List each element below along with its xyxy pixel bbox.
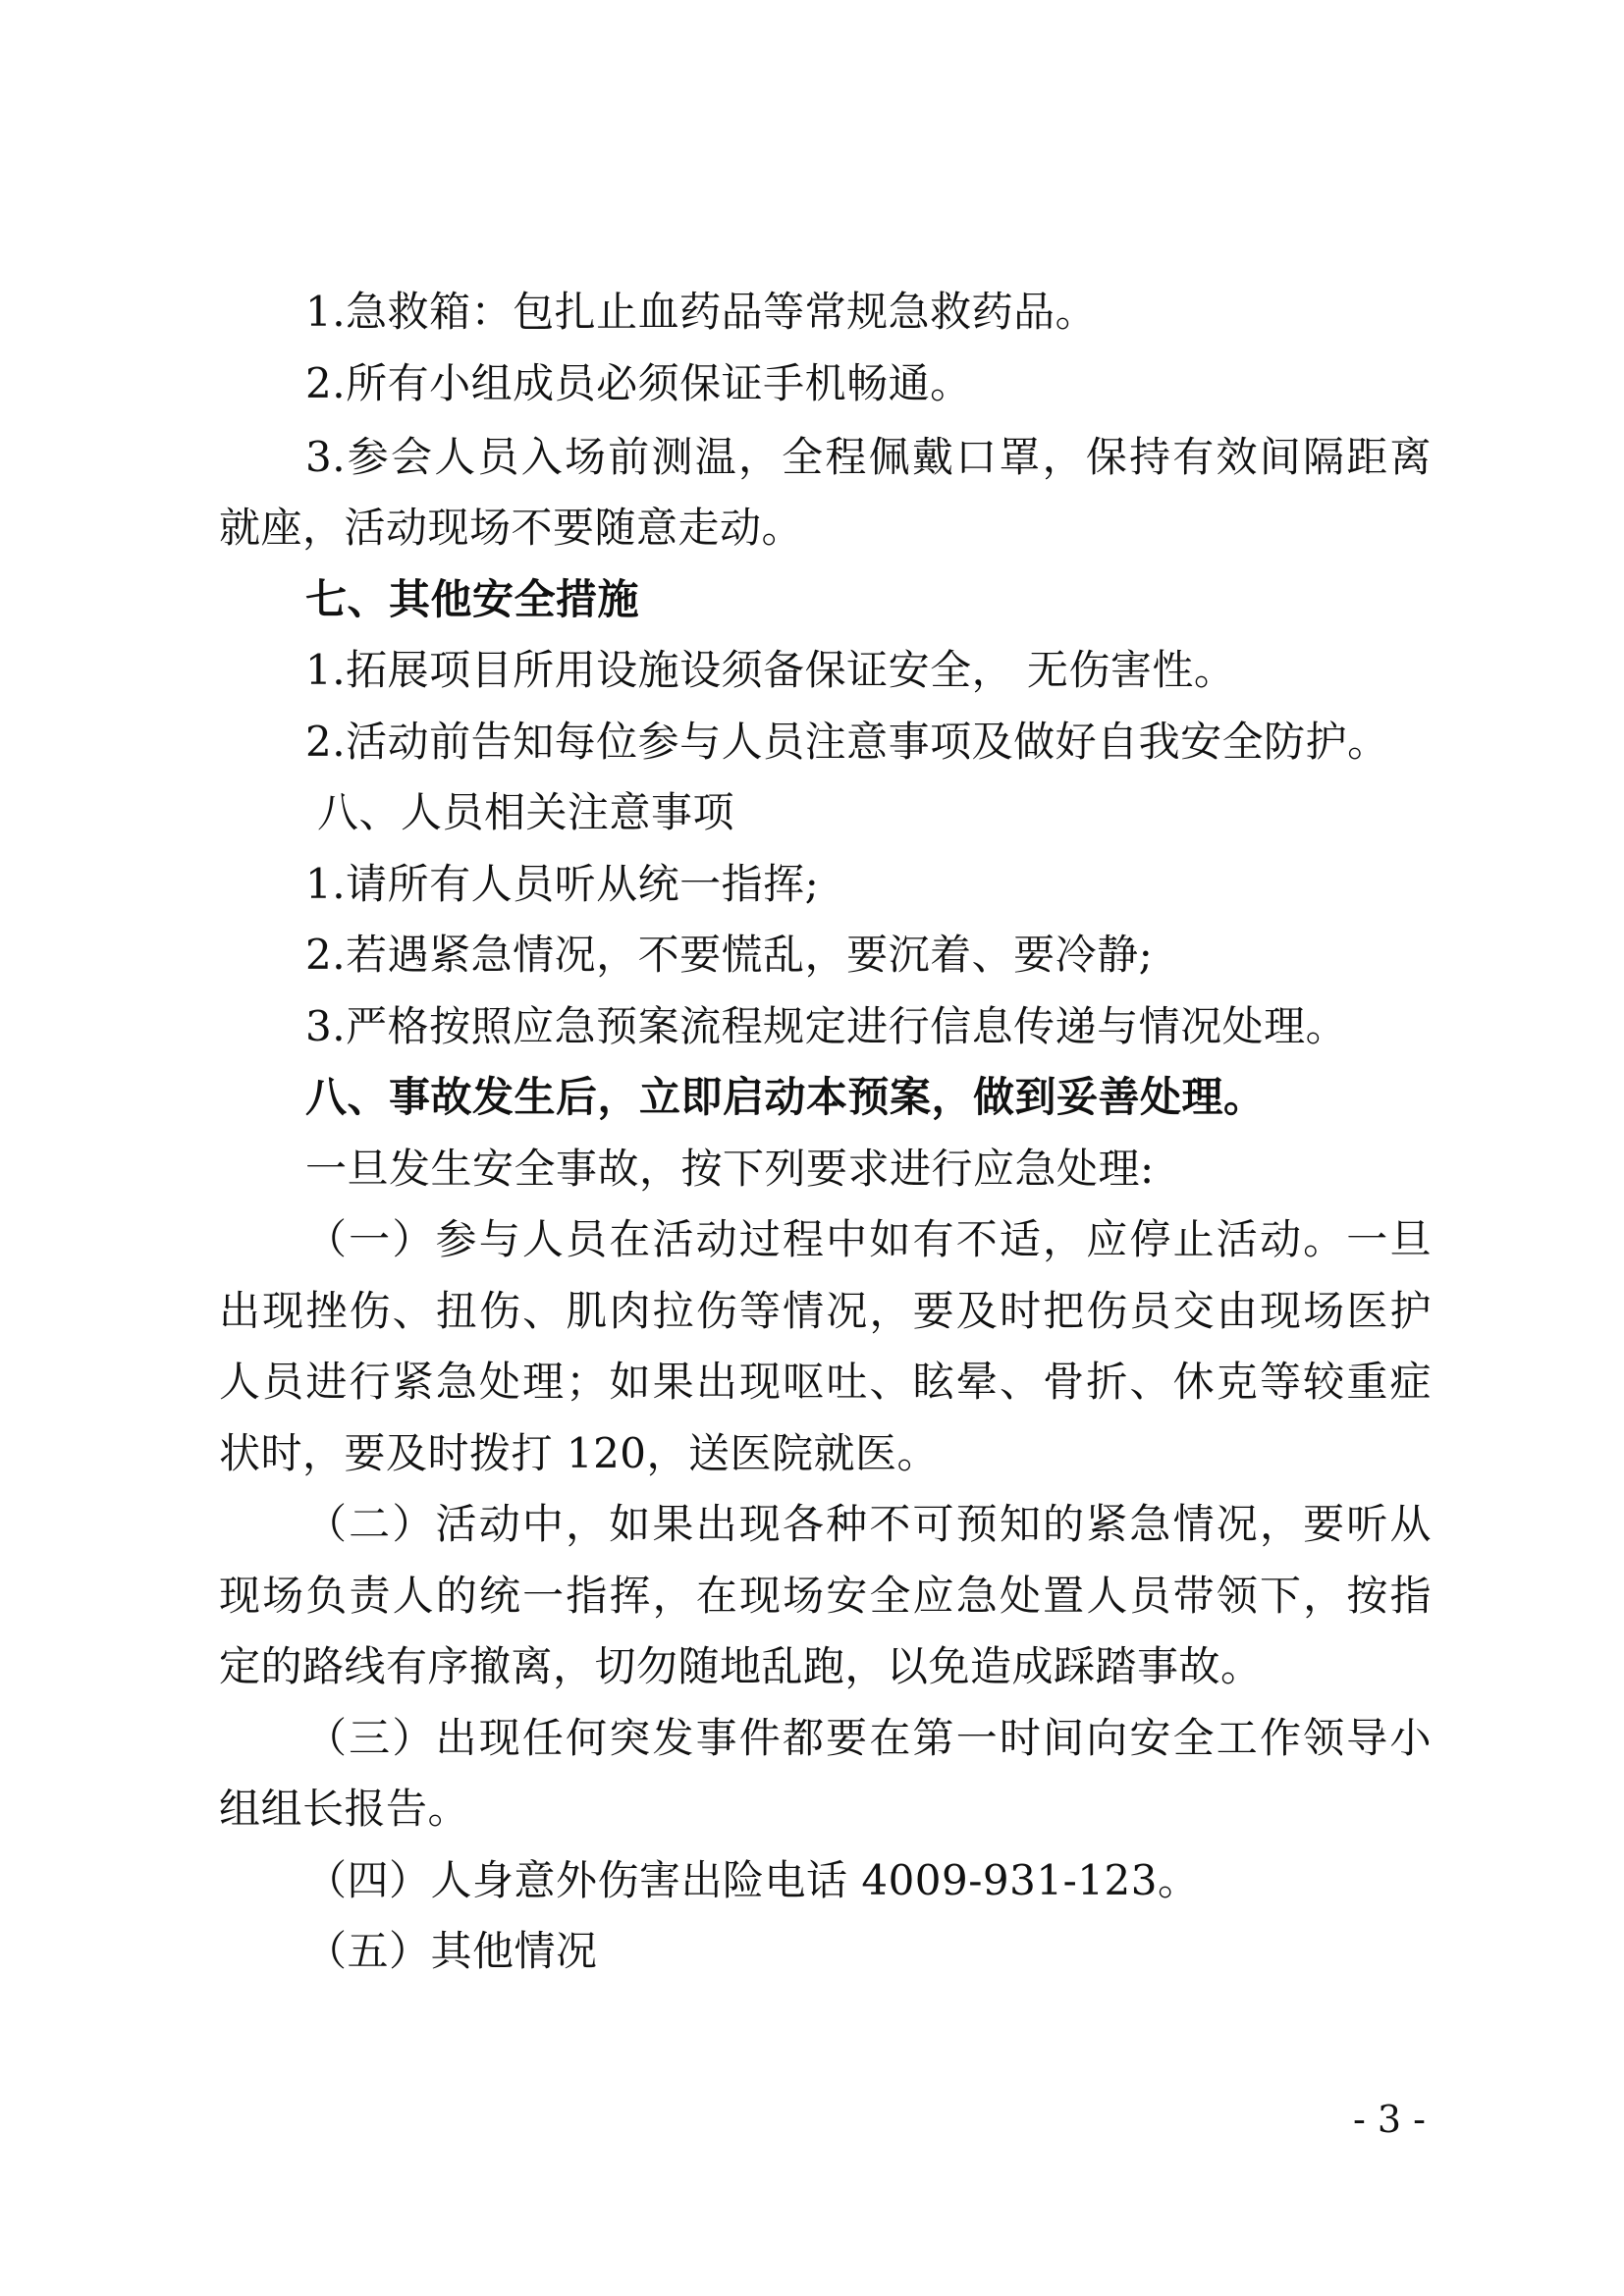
paragraph-line: 3.严格按照应急预案流程规定进行信息传递与情况处理。	[305, 1002, 1348, 1050]
page-number: - 3 -	[1352, 2098, 1426, 2141]
paragraph-line: 出现挫伤、扭伤、肌肉拉伤等情况，要及时把伤员交由现场医护	[219, 1287, 1432, 1335]
paragraph-line: 状时，要及时拨打 120，送医院就医。	[219, 1429, 940, 1477]
section-heading: 七、其他安全措施	[305, 575, 640, 623]
paragraph-line: 现场负责人的统一指挥，在现场安全应急处置人员带领下，按指	[219, 1572, 1432, 1620]
paragraph-line: （二）活动中，如果出现各种不可预知的紧急情况，要听从	[305, 1500, 1432, 1548]
paragraph-line: 人员进行紧急处理；如果出现呕吐、眩晕、骨折、休克等较重症	[219, 1358, 1432, 1406]
paragraph-line: 1.请所有人员听从统一指挥;	[305, 860, 820, 908]
paragraph-line: 3.参会人员入场前测温，全程佩戴口罩，保持有效间隔距离	[305, 433, 1432, 481]
paragraph-line: 2.若遇紧急情况，不要慌乱，要沉着、要冷静;	[305, 931, 1154, 979]
paragraph-line: 1.拓展项目所用设施设须备保证安全， 无伤害性。	[305, 646, 1236, 694]
paragraph-line: 一旦发生安全事故，按下列要求进行应急处理:	[305, 1145, 1155, 1193]
section-heading: 八、人员相关注意事项	[317, 788, 735, 836]
paragraph-line: 就座，活动现场不要随意走动。	[219, 504, 804, 552]
paragraph-line: （三）出现任何突发事件都要在第一时间向安全工作领导小	[305, 1714, 1432, 1762]
paragraph-line: 2.活动前告知每位参与人员注意事项及做好自我安全防护。	[305, 718, 1389, 766]
paragraph-line: 2.所有小组成员必须保证手机畅通。	[305, 359, 972, 407]
paragraph-line: （五）其他情况	[305, 1927, 598, 1975]
paragraph-line: （四）人身意外伤害出险电话 4009-931-123。	[305, 1856, 1200, 1904]
section-heading: 八、事故发生后，立即启动本预案，做到妥善处理。	[305, 1073, 1266, 1121]
paragraph-line: 组组长报告。	[219, 1785, 470, 1833]
paragraph-line: 1.急救箱：包扎止血药品等常规急救药品。	[305, 288, 1098, 336]
paragraph-line: （一）参与人员在活动过程中如有不适，应停止活动。一旦	[305, 1215, 1432, 1263]
paragraph-line: 定的路线有序撤离，切勿随地乱跑，以免造成踩踏事故。	[219, 1642, 1263, 1690]
